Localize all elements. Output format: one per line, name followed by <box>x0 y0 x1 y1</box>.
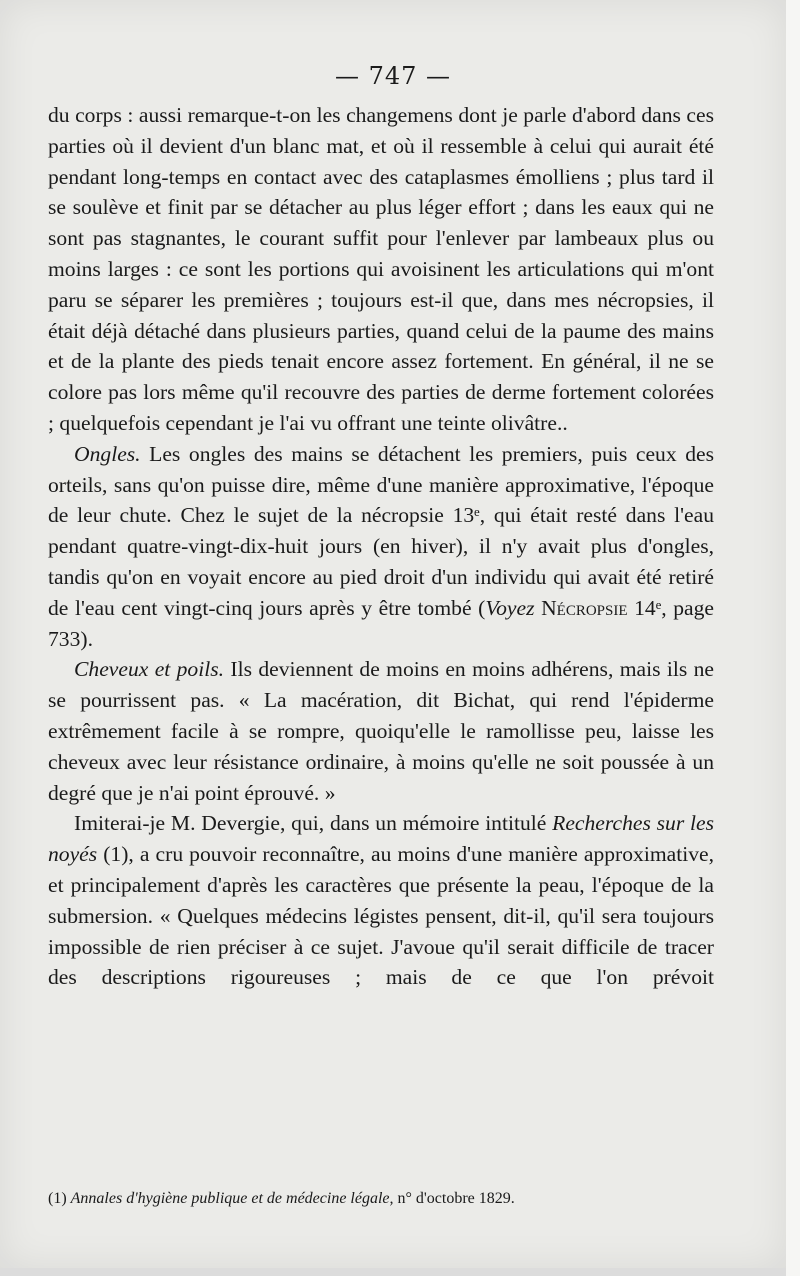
page-body <box>48 100 714 993</box>
paragraph-devergie <box>48 808 714 993</box>
paragraph-text: Ils deviennent de moins en moins adhérens, mais ils ne se pourrissent pas. « La macération, dit Bichat, qui rend l'épiderme extrêmement facile à se rompre, quoiqu'elle le ramollisse peu, laisse les cheveux avec leur résistance ordinaire, à moins qu'elle ne soit poussée à un degré que je n'ai point éprouvé. » <box>48 657 714 805</box>
cross-reference-voyez: Voyez <box>485 595 535 620</box>
footnote-journal-title: Annales d'hygiène publique et de médecine légale, <box>70 1190 394 1207</box>
page-number: — 747 — <box>334 62 452 90</box>
paragraph-ongles <box>48 439 714 655</box>
paragraph-cheveux <box>48 654 714 808</box>
paragraph-heading: Ongles. <box>74 441 141 466</box>
paragraph-text: Les ongles des mains se détachent les premiers, puis ceux des orteils, sans qu'on puisse dire, même d'une manière approximative, l'époque de leur chute. Chez le sujet de la nécropsie 13ᵉ, qui était resté dans l'eau pendant quatre-vingt-dix-huit jours (en hiver), il n'y avait plus d'ongles, tandis qu'on en voyait encore au pied droit d'un individu qui avait été retiré de l'eau cent vingt-cinq jours après y être tombé ( <box>48 441 714 620</box>
paragraph-text: (1), a cru pouvoir reconnaître, au moins d'une manière approximative, et principalement d'après les caractères que présente la peau, l'époque de la submersion. « Quelques médecins légistes pensent, dit-il, qu'il sera toujours impossible de rien préciser à ce sujet. J'avoue qu'il serait difficile de tracer des descriptions rigoureuses ; mais de ce que l'on prévoit <box>48 842 714 990</box>
footnote-marker: (1) <box>48 1190 71 1207</box>
cross-reference-necropsie: Nécropsie <box>534 595 628 620</box>
cited-title: Recherches sur les noyés <box>48 811 714 867</box>
footnote <box>48 1190 714 1208</box>
paragraph-text: Imiterai-je M. Devergie, qui, dans un mémoire intitulé <box>74 811 553 836</box>
page-edge <box>786 0 800 1276</box>
footnote-issue: n° d'octobre 1829. <box>393 1190 515 1207</box>
paragraph-epiderme: du corps : aussi remarque-t-on les changemens dont je parle d'abord dans ces parties où il devient d'un blanc mat, et où il ressemble à celui qui aurait été pendant long-temps en contact avec des cataplasmes émolliens ; plus tard il se soulève et finit par se détacher au plus léger effort ; dans les eaux qui ne sont pas stagnantes, le courant suffit pour l'enlever par lambeaux plus ou moins larges : ce sont les portions qui avoisinent les articulations qui m'ont paru se séparer les premières ; toujours est-il que, dans mes nécropsies, il était déjà détaché dans plusieurs parties, quand celui de la paume des mains et de la plante des pieds tenait encore assez fortement. En général, il ne se colore pas lors même qu'il recouvre des parties de derme fortement colorées ; quelquefois cependant je l'ai vu offrant une teinte olivâtre.. <box>48 103 714 435</box>
paragraph-heading: Cheveux et poils. <box>74 657 225 682</box>
cross-reference-page: 14ᵉ, page 733). <box>48 595 714 651</box>
